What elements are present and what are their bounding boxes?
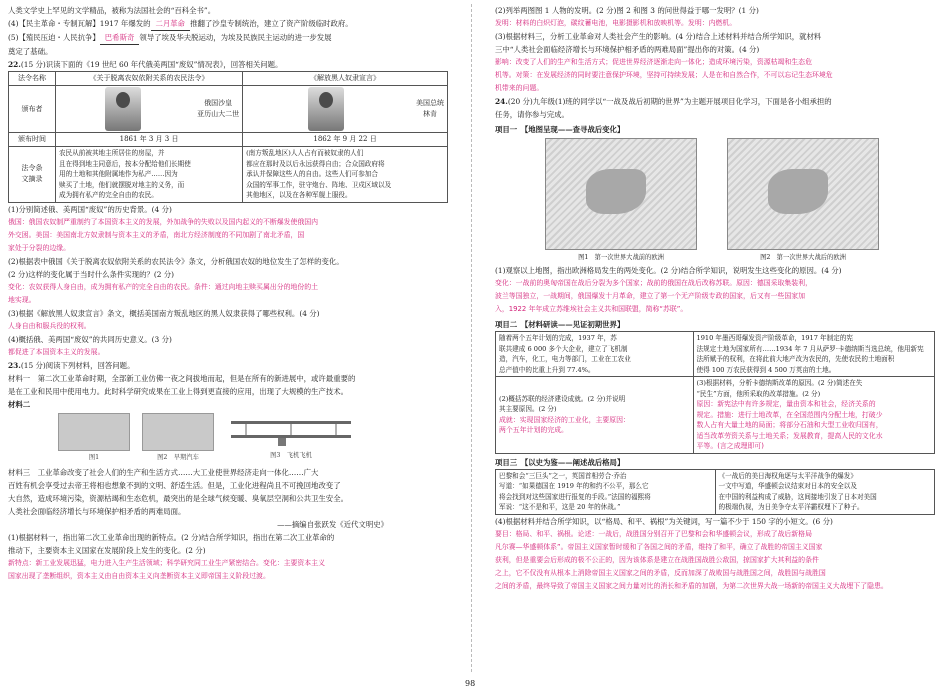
text-line: 外交困。美国：美国南北方奴隶制与资本主义的矛盾，南北方经济制度的不同加剧了南北矛盾，国 bbox=[8, 230, 305, 239]
europe-prewar-map bbox=[545, 138, 697, 250]
cell-line: 《一战后的美日海权角逐与太平洋战争的爆发》 bbox=[718, 471, 857, 480]
q23-3: (3)根据材料三，分析工业革命对人类社会产生的影响。(4 分)结合上述材料并结合所学知识，就材料 bbox=[495, 32, 822, 41]
table-cell bbox=[496, 332, 694, 377]
q22-2: (2)根据表中俄国《关于脱离农奴依附关系的农民法令》条文，分析俄国农奴的地位发生了怎样的变化。 bbox=[8, 256, 344, 266]
table-header: 颁布者 bbox=[9, 86, 56, 133]
cell-line: 规定。措施：进行土地改革，在全国范围内分配土地，打破少 bbox=[696, 410, 883, 419]
cell-line: 写道：“如果德国在 1919 年的和约不公平，那么它 bbox=[499, 482, 649, 490]
cell-line: 其主要原因。(2 分) bbox=[499, 405, 557, 414]
cell-line: 农民从前被其地主所居住的房屋，并 bbox=[59, 149, 165, 157]
page-number: 98 bbox=[465, 679, 476, 688]
text-line: 都促进了本国资本主义的发展。 bbox=[8, 347, 105, 356]
text-line: 变化：一战前的奥匈帝国在战后分裂为多个国家；战前的俄国在战后改称苏联。原因：德国采取集装利， bbox=[495, 279, 812, 287]
answer-22-4 bbox=[8, 346, 448, 359]
cell-line: 成为拥有私产的完全自由的农民。 bbox=[59, 191, 158, 199]
material-3 bbox=[8, 466, 448, 518]
portrait-lincoln bbox=[308, 87, 344, 131]
text-line: 发明：材料的白炽灯泡，碳纹蓄电池，电影摄影机和放映机等。发明：内燃机。 bbox=[495, 19, 737, 27]
text-line: 百姓有机会享受过去帝王将相也想象不到的文明、舒适生活。但是，工业化进程尚且不可挽回地改变了 bbox=[8, 480, 341, 490]
table-cell bbox=[693, 332, 934, 377]
table-cell bbox=[496, 469, 716, 514]
cell-line: 承认并保障这些人的自由。这些人们可参加合 bbox=[246, 170, 378, 178]
cell-line: 成就：实现国家经济的工业化，主要原因： bbox=[499, 415, 630, 424]
cell-line: 造，汽车，化工，电力等部门，工业在工农业 bbox=[499, 355, 631, 363]
figure-3: 图3 飞机飞机 bbox=[226, 413, 356, 464]
q22-1: (1)分别简述俄、美两国“废奴”的历史背景。(4 分) bbox=[8, 204, 172, 214]
answer-blank: 巴希斯奇 bbox=[100, 31, 140, 45]
cell-line: 用的土地和其他附属地作为私产……因为 bbox=[59, 170, 178, 178]
answer-24-1 bbox=[495, 277, 935, 316]
cell-line: 众国的军事工作，驻守炮台、阵地、卫戍区域以及 bbox=[246, 180, 392, 189]
text-line: 材料三 工业革命改变了社会人们的生产和生活方式……大工业使世界经济走向一体化……广大 bbox=[8, 467, 319, 477]
figure-1: 图1 bbox=[58, 413, 130, 464]
left-column bbox=[8, 4, 448, 583]
text-line: 人类文学史上罕见的文学精品，被称为法国社会的“百科全书”。 bbox=[8, 6, 216, 15]
q23-stem: 23.(15 分)阅读下列材料，回答问题。 bbox=[8, 360, 135, 370]
answer-22-1 bbox=[8, 216, 448, 255]
answer-23-3 bbox=[495, 56, 935, 95]
cell-line: 原因：新宪法中有许多规定，量由资本和社会，经济关系的 bbox=[696, 400, 876, 408]
cell-line: (3)根据材料，分析卡德纳斯改革的原因。(2 分)简述在失 bbox=[696, 379, 863, 387]
table-cell: 1861 年 3 月 3 日 bbox=[56, 133, 243, 147]
cell-line: 使得 100 万农民获得到 4 500 万英亩的土地。 bbox=[696, 365, 836, 374]
q24-stem: 24.(20 分)九年级(1)班的同学以“一战及战后初期的世界”为主题开展项目化学习，下面是各小组承担的 bbox=[495, 97, 832, 106]
table-header: 法令条 文摘录 bbox=[9, 147, 56, 203]
text-line: 要目：格局、和平、祸根。论述：一战后，战胜国分别召开了巴黎和会和华盛顿会议，形成了战后新格局 bbox=[495, 529, 812, 538]
text-line: 入，1922 年年成立苏维埃社会主义共和国联盟，简称“苏联”。 bbox=[495, 305, 688, 313]
table-cell: 俄国沙皇 亚历山大二世 bbox=[56, 86, 243, 133]
cell-line: 法所赋予的权利，在将此前大地产改为农民的，先使农民的土地面积 bbox=[696, 355, 895, 363]
table-cell bbox=[715, 469, 935, 514]
q24-stem-2: 任务，请你参与完成。 bbox=[495, 110, 569, 119]
cell-line: 都应在那时及以后永远获得自由；合众国政府将 bbox=[246, 159, 385, 168]
answer-blank: 二月革命 bbox=[151, 17, 191, 31]
answer-22-2 bbox=[8, 281, 448, 307]
text-line: 机带来的问题。 bbox=[495, 84, 544, 92]
map-2: 图2 第一次世界大战后的欧洲 bbox=[727, 138, 879, 264]
text-line: 获利，但是重要会后形成的极不公正的，因为该体系是建立在战胜国战胜公敌国，掠国家扩大其利益的条件 bbox=[495, 555, 819, 564]
table-header: 颁布时间 bbox=[9, 133, 56, 147]
cell-line: 两个五年计划的完成。 bbox=[499, 426, 568, 435]
cell-line: 1910 年墨西哥爆发资产阶级革命，1917 年制定的宪 bbox=[696, 334, 853, 342]
table-cell: 美国总统 林肯 bbox=[243, 86, 448, 133]
cell-line: 的极端仇视，为日美争夺太平洋霸权埋下了种子。 bbox=[718, 503, 864, 511]
q23-1: (1)根据材料一，指出第二次工业革命出现的新特点。(2 分)结合所学知识，指出在第二次工业革命的 bbox=[8, 532, 335, 542]
cell-line: (南方叛乱地区)人人占有而被奴隶的人们 bbox=[246, 149, 364, 157]
cell-line: 将会找到对这些国家进行报复的手段。”法国的福熙将 bbox=[499, 492, 651, 501]
q22-stem: 22.(15 分)识读下面的《19 世纪 60 年代俄美两国“废奴”情况表》，回答相关问题。 bbox=[8, 60, 283, 69]
text-line: 是在工业和民用中使用电力。此时科学研究成果在工业上得到更直接的应用，出现了大规模的生产技术。 bbox=[8, 386, 348, 396]
cell-line: 在中国的利益构成了威胁，这间接地引发了日本对美国 bbox=[718, 492, 877, 501]
abolition-table bbox=[8, 71, 448, 203]
q23-1b: 推动下，主要资本主义国家在发展阶段上发生的变化。(2 分) bbox=[8, 545, 206, 555]
right-column bbox=[495, 4, 935, 593]
project-2-table bbox=[495, 331, 935, 454]
material-1 bbox=[8, 372, 448, 398]
table-cell: 《关于脱离农奴依附关系的农民法令》 bbox=[56, 72, 243, 86]
answer-24-4 bbox=[495, 528, 935, 593]
text-line: 俄国：俄国农奴制严重制约了本国资本主义的发展，外加战争的失败以及国内起义的不断爆发使俄国内 bbox=[8, 217, 319, 226]
figure-2: 图2 早期汽车 bbox=[142, 413, 214, 464]
text-line: 新特点：新工业发展迅猛，电力进入生产生活领域；科学研究同工业生产紧密结合。变化：主要资本主义 bbox=[8, 558, 325, 567]
edison-photo bbox=[58, 413, 130, 451]
cell-line: 随着两个五年计划的完成，1937 年，苏 bbox=[499, 334, 617, 342]
project-2-title: 项目二 【材料研读——见证初期世界】 bbox=[495, 320, 625, 329]
cell-line: 且在得到地主同意后，按本分配给他们长期使 bbox=[59, 159, 191, 168]
cell-line: 联共建成 6 000 多个大企业，建立了飞机制 bbox=[499, 344, 628, 353]
table-cell: 《解放黑人奴隶宣言》 bbox=[243, 72, 448, 86]
cell-line: “民生”方面，他所采取的改革措施。(2 分) bbox=[696, 389, 821, 398]
cell-line: 法规定土地为国家所有……1934 年 7 月从萨罗·卡德纳斯当选总统，他用新宪 bbox=[696, 344, 924, 353]
cell-line: (2)概括苏联的经济建设成就。(2 分)并说明 bbox=[499, 394, 626, 403]
q21-5: (5)【殖民压迫・人民抗争】 巴希斯奇 领导了埃及华夫脱运动，为埃及民族民主运动的进一步发展 bbox=[8, 31, 448, 45]
material-2-label: 材料二 bbox=[8, 399, 31, 409]
maps bbox=[545, 138, 935, 264]
cell-line: 军说：“这不是和平，这是 20 年的休战。” bbox=[499, 503, 621, 511]
project-3-table bbox=[495, 469, 935, 515]
project-3-title: 项目三 【以史为鉴——阐述战后格局】 bbox=[495, 457, 625, 467]
map-1: 图1 第一次世界大战前的欧洲 bbox=[545, 138, 697, 264]
text-line: 材料一 第二次工业革命时期，全部新工业仿佛一夜之间拔地而起，但是在所有的新进展中，或许最重要的 bbox=[8, 373, 356, 383]
text-line: 人类社会面临经济增长与环境保护相矛盾的两难局面。 bbox=[8, 506, 186, 516]
cell-line: 数人占有大量土地的局面；将部分石油和大型工业收归国有， bbox=[696, 421, 883, 429]
text-line: 家处于分裂的边缘。 bbox=[8, 243, 71, 252]
q24-1: (1)观察以上地图，指出欧洲格局发生的两处变化。(2 分)结合所学知识，说明发生这些变化的原因。(4 分) bbox=[495, 266, 842, 275]
q21-4: (4)【民主革命・专制瓦解】1917 年爆发的 二月革命 推翻了沙皇专制统治，建立了资产阶级临时政府。 bbox=[8, 17, 448, 31]
cell-line: 巴黎和会“三巨头”之一，英国首相劳合·乔治 bbox=[499, 471, 627, 480]
q22-3: (3)根据《解放黑人奴隶宣言》条文，概括美国南方叛乱地区的黑人奴隶获得了哪些权利。(4 分) bbox=[8, 308, 320, 318]
early-car-photo bbox=[142, 413, 214, 451]
table-cell bbox=[56, 147, 243, 203]
cell-line: 总产值中的比重上升到 77.4%。 bbox=[499, 365, 595, 374]
cell-line: 一文中写道，华盛顿会议结束对日本的安全以及 bbox=[718, 482, 857, 490]
text-line: 变化：农奴获得人身自由，成为拥有私产的完全自由的农民。条件：通过向地主赎买属出分的地份的土 bbox=[8, 282, 319, 291]
portrait-alexander bbox=[105, 87, 141, 131]
text-line: 凡尔赛—华盛顿体系”。帝国主义国家暂时缓和了各国之间的矛盾，维持了和平，确立了战胜的帝国主义国家 bbox=[495, 542, 823, 551]
material-2-figures bbox=[58, 413, 448, 464]
text-line: 机等。对策：在发展经济的同时要注意保护环境，坚持可持续发展；人是在和自然合作，不可以忘记生态环境危 bbox=[495, 71, 833, 79]
airplane-drawing bbox=[226, 413, 356, 449]
material-source: ——摘编自张跃发《近代文明史》 bbox=[277, 519, 388, 529]
text-line: 地实现。 bbox=[8, 295, 36, 304]
table-cell bbox=[243, 147, 448, 203]
text-line: 波兰等国独立，一战期间，俄国爆发十月革命，建立了第一个无产阶级专政的国家，后又有一些国家加 bbox=[495, 292, 806, 300]
table-cell: 1862 年 9 月 22 日 bbox=[243, 133, 448, 147]
answer-23-1 bbox=[8, 557, 448, 583]
text-line: 人身自由和服兵役的权利。 bbox=[8, 321, 91, 330]
q23-2: (2)列举两图图 1 人物的发明。(2 分)图 2 和图 3 的问世得益于哪一发明？(1 分) bbox=[495, 6, 759, 15]
answer-23-2 bbox=[495, 17, 935, 30]
q24-4: (4)根据材料并结合所学知识，以“格局、和平、祸根”为关键词，写一篇不少于 150 字的小短文。(6 分) bbox=[495, 516, 833, 526]
text-line: 影响：改变了人们的生产和生活方式；促进世界经济逐渐走向一体化；造成环境污染，资源枯竭和生态危 bbox=[495, 58, 812, 66]
cell-line: 平等。(言之成理即可) bbox=[696, 442, 764, 450]
text-line: 大自然，造成环境污染，资源枯竭和生态危机，最突出的是全球气候变暖、臭氧层空洞和公共卫生安全。 bbox=[8, 493, 348, 503]
europe-postwar-map bbox=[727, 138, 879, 250]
table-cell bbox=[496, 377, 694, 454]
q22-4: (4)概括俄、美两国“废奴”的共同历史意义。(3 分) bbox=[8, 334, 172, 344]
text-line: 之上，它不仅没有从根本上消除帝国主义国家之间的矛盾，反而加深了战败国与战胜国之间，战胜国与战胜国 bbox=[495, 568, 826, 577]
answer-22-3 bbox=[8, 320, 448, 333]
column-divider bbox=[471, 4, 472, 672]
table-cell bbox=[693, 377, 934, 454]
cell-line: 其他地区，以及在各种军舰上服役。 bbox=[246, 191, 352, 199]
cell-line: 适当改革劳资关系与土地关系；发展教育，提高人民的文化水 bbox=[696, 431, 883, 440]
table-header: 法令名称 bbox=[9, 72, 56, 86]
project-1-title: 项目一 【地图呈现——查寻战后变化】 bbox=[495, 125, 625, 134]
text-line: 之间的矛盾，最终导致了帝国主义国家之间力量对比的消长和矛盾的加剧，为第二次世界大战一场新的帝国主义大战埋下了隐患。 bbox=[495, 581, 888, 590]
cell-line: 赎买了土地，他们就摆脱对地主的义务，而 bbox=[59, 180, 185, 189]
q23-3b: 三中“人类社会面临经济增长与环境保护相矛盾的两难局面”提出你的对策。(4 分) bbox=[495, 45, 760, 54]
text-line: 国家出现了垄断组织，资本主义由自由资本主义向垄断资本主义即帝国主义阶段过渡。 bbox=[8, 571, 270, 580]
text-line: 奠定了基础。 bbox=[8, 47, 53, 56]
q22-2b: (2 分)这样的变化属于当时什么条件实现的？(2 分) bbox=[8, 269, 175, 279]
